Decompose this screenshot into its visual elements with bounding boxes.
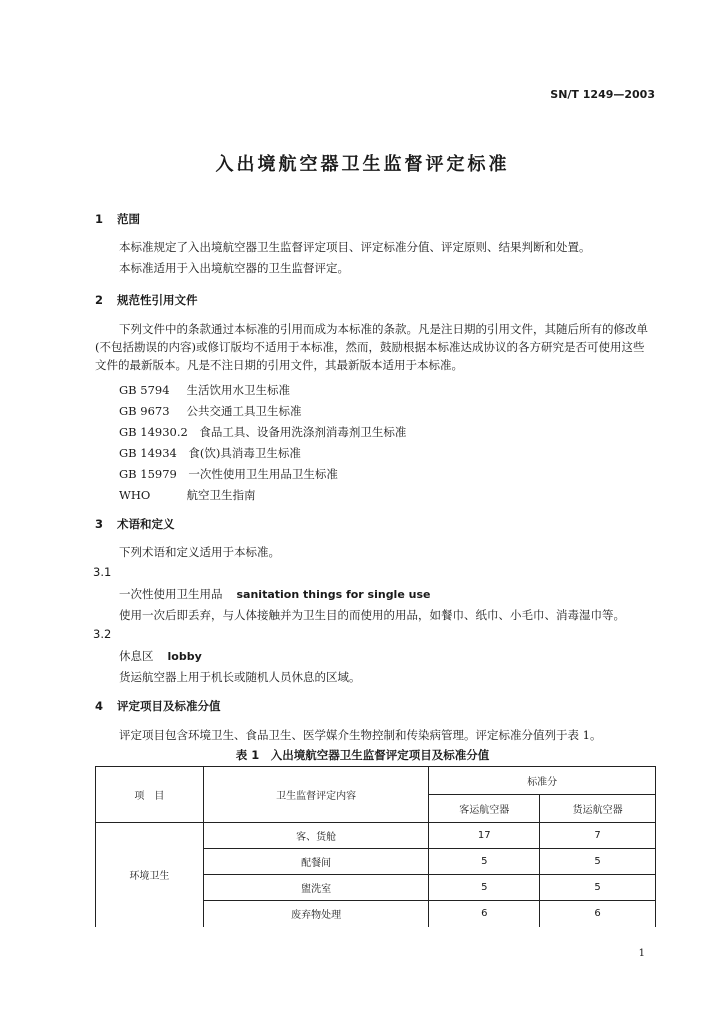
- ref-name: 食(饮)具消毒卫生标准: [188, 446, 301, 460]
- ref-code: WHO: [119, 488, 151, 502]
- header-cargo: 货运航空器: [540, 795, 656, 823]
- passenger-score: 6: [429, 901, 540, 927]
- header-score: 标准分: [429, 767, 656, 795]
- standard-code: SN/T 1249—2003: [550, 88, 655, 101]
- table-caption: 表 1 入出境航空器卫生监督评定项目及标准分值: [235, 748, 490, 762]
- paragraph: 评定项目包含环境卫生、食品卫生、医学媒介生物控制和传染病管理。评定标准分值列于表 1。: [119, 728, 602, 742]
- header-content: 卫生监督评定内容: [203, 767, 429, 823]
- ref-name: 公共交通工具卫生标准: [186, 404, 302, 418]
- content-cell: 客、货舱: [203, 823, 429, 849]
- term-entry: [119, 585, 430, 604]
- section-title: 范围: [117, 212, 140, 226]
- passenger-score: 17: [429, 823, 540, 849]
- term-definition: 货运航空器上用于机长或随机人员休息的区域。: [119, 670, 361, 684]
- section-number: 3: [95, 517, 104, 531]
- reference-item: [119, 423, 406, 441]
- cargo-score: 5: [540, 875, 656, 901]
- document-title: 入出境航空器卫生监督评定标准: [215, 154, 510, 175]
- ref-name: 航空卫生指南: [186, 488, 256, 502]
- header-item: 项 目: [96, 767, 204, 823]
- term-definition: 使用一次后即丢弃，与人体接触并为卫生目的而使用的用品，如餐巾、纸巾、小毛巾、消毒湿巾等。: [119, 608, 625, 622]
- passenger-score: 5: [429, 875, 540, 901]
- header-passenger: 客运航空器: [429, 795, 540, 823]
- cargo-score: 5: [540, 849, 656, 875]
- paragraph: 本标准适用于入出境航空器的卫生监督评定。: [119, 261, 349, 275]
- group-cell: 环境卫生: [96, 823, 204, 927]
- content-cell: 配餐间: [203, 849, 429, 875]
- reference-item: [119, 402, 302, 420]
- section-number: 2: [95, 293, 104, 307]
- term-en: lobby: [167, 650, 202, 663]
- term-number: 3.1: [93, 565, 112, 579]
- cargo-score: 6: [540, 901, 656, 927]
- ref-code: GB 14930.2: [119, 425, 188, 439]
- ref-name: 食品工具、设备用洗涤剂消毒剂卫生标准: [199, 425, 407, 439]
- table-row: [96, 823, 656, 849]
- reference-item: [119, 465, 338, 483]
- section-2-heading: [95, 292, 198, 308]
- paragraph: [95, 320, 655, 374]
- paragraph: 本标准规定了入出境航空器卫生监督评定项目、评定标准分值、评定原则、结果判断和处置。: [119, 240, 591, 254]
- page-number: 1: [638, 948, 645, 959]
- section-3-heading: [95, 516, 175, 532]
- paragraph: 下列术语和定义适用于本标准。: [119, 545, 280, 559]
- ref-code: GB 5794: [119, 383, 170, 397]
- ref-code: GB 9673: [119, 404, 170, 418]
- ref-code: GB 14934: [119, 446, 177, 460]
- section-4-heading: [95, 698, 221, 714]
- reference-item: [119, 381, 290, 399]
- cargo-score: 7: [540, 823, 656, 849]
- term-zh: 休息区: [119, 649, 154, 663]
- reference-item: [119, 486, 256, 504]
- section-title: 术语和定义: [117, 517, 175, 531]
- term-zh: 一次性使用卫生用品: [119, 587, 223, 601]
- content-cell: 盥洗室: [203, 875, 429, 901]
- paragraph-text: 下列文件中的条款通过本标准的引用而成为本标准的条款。凡是注日期的引用文件，其随后所有的修改单(不包括勘误的内容)或修订版均不适用于本标准，然而，鼓励根据本标准达成协议的各方研究是否可使用这些文件的最新版本。凡是不注日期的引用文件，其最新版本适用于本标准。: [95, 322, 648, 372]
- section-1-heading: [95, 211, 140, 227]
- section-number: 4: [95, 699, 104, 713]
- section-title: 评定项目及标准分值: [117, 699, 221, 713]
- passenger-score: 5: [429, 849, 540, 875]
- ref-name: 一次性使用卫生用品卫生标准: [188, 467, 338, 481]
- content-cell: 废弃物处理: [203, 901, 429, 927]
- score-table: [95, 766, 656, 927]
- term-en: sanitation things for single use: [236, 588, 431, 601]
- section-number: 1: [95, 212, 104, 226]
- ref-name: 生活饮用水卫生标准: [186, 383, 290, 397]
- reference-item: [119, 444, 301, 462]
- section-title: 规范性引用文件: [117, 293, 198, 307]
- term-number: 3.2: [93, 627, 112, 641]
- ref-code: GB 15979: [119, 467, 177, 481]
- term-entry: [119, 647, 202, 666]
